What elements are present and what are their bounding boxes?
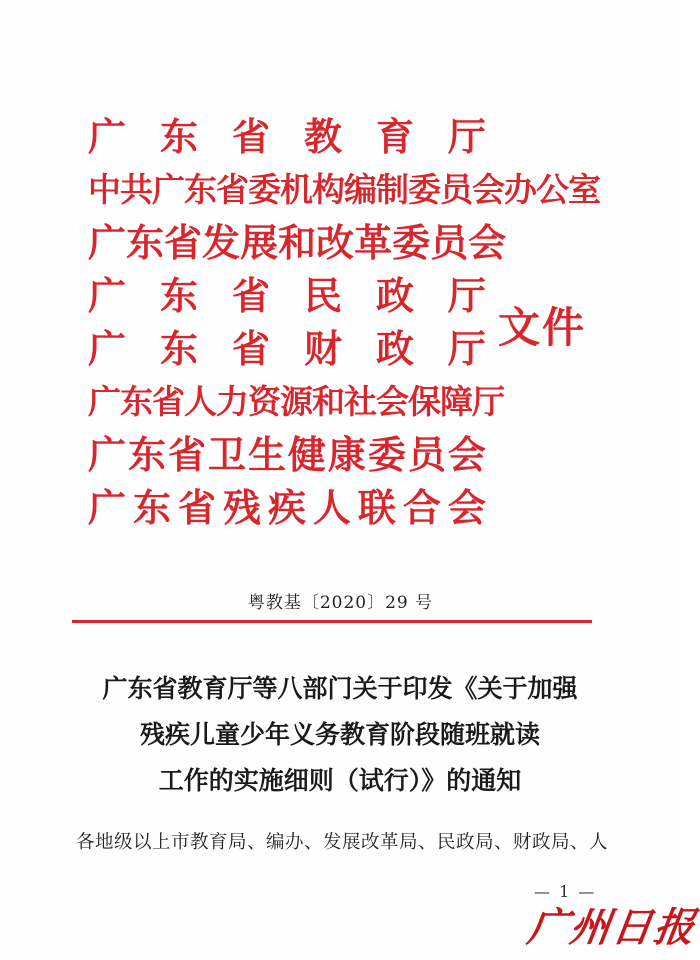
issuer-text: 省	[177, 485, 216, 530]
issuer-text: 厅	[447, 273, 486, 318]
issuer-text: 省	[164, 220, 203, 265]
issuer-text: 广	[88, 114, 127, 159]
issuer-text: 卫	[207, 432, 246, 477]
issuer-text: 政	[375, 326, 414, 371]
issuer-text: 残	[222, 485, 261, 530]
red-separator-line	[72, 620, 592, 623]
issuer-text: 东	[159, 273, 198, 318]
issuer-text: 财	[303, 326, 342, 371]
issuer-text: 育	[375, 114, 414, 159]
issuer-text: 广	[88, 326, 127, 371]
issuer-text: 广东省人力资源和社会保障厅	[88, 382, 504, 421]
issuer-text: 委	[367, 432, 406, 477]
issuer-text: 革	[354, 220, 393, 265]
document-number: 粤教基〔2020〕29 号	[247, 593, 434, 613]
issuer-text: 广	[88, 485, 127, 530]
issuer-text: 教	[303, 114, 342, 159]
title-line-2: 残疾儿童少年义务教育阶段随班就读	[139, 720, 540, 749]
issuer-text: 省	[231, 114, 270, 159]
newspaper-watermark-logo: 广州日报	[524, 904, 700, 951]
issuer-text: 东	[127, 432, 166, 477]
issuer-text: 联	[357, 485, 396, 530]
issuer-text: 厅	[447, 114, 486, 159]
issuer-text: 改	[316, 220, 355, 265]
issuer-row	[88, 375, 504, 428]
issuer-row	[88, 110, 486, 163]
title-line-3: 工作的实施细则（试行）》的通知	[158, 766, 522, 795]
issuer-text: 疾	[267, 485, 306, 530]
issuer-text: 和	[278, 220, 317, 265]
issuer-text: 会	[447, 432, 486, 477]
issuer-row	[88, 481, 486, 534]
issuer-text: 员	[430, 220, 469, 265]
issuer-text: 广	[88, 432, 127, 477]
issuer-text: 民	[303, 273, 342, 318]
issuer-text: 生	[247, 432, 286, 477]
body-first-line: 各地级以上市教育局、编办、发展改革局、民政局、财政局、人	[76, 832, 609, 853]
issuer-text: 广	[88, 220, 127, 265]
issuer-text: 省	[167, 432, 206, 477]
issuer-text: 康	[327, 432, 366, 477]
issuer-text: 政	[375, 273, 414, 318]
issuer-text: 会	[468, 220, 507, 265]
issuer-text: 发	[202, 220, 241, 265]
page-number: — 1 —	[534, 882, 597, 901]
issuer-text: 员	[407, 432, 446, 477]
document-suffix: 文件	[498, 303, 587, 352]
issuer-row	[88, 269, 486, 322]
issuer-text: 省	[231, 326, 270, 371]
issuer-text: 合	[402, 485, 441, 530]
issuer-text: 展	[240, 220, 279, 265]
issuer-text: 东	[159, 326, 198, 371]
issuer-text: 中共广东省委机构编制委员会办公室	[88, 170, 600, 209]
issuer-text: 东	[126, 220, 165, 265]
title-line-1: 广东省教育厅等八部门关于印发《关于加强	[102, 674, 578, 703]
issuer-text: 健	[287, 432, 326, 477]
issuer-text: 厅	[447, 326, 486, 371]
issuer-text: 人	[312, 485, 351, 530]
issuer-text: 广	[88, 273, 127, 318]
issuer-text: 东	[132, 485, 171, 530]
document-title	[60, 666, 620, 804]
issuer-row	[88, 163, 600, 216]
issuer-text: 委	[392, 220, 431, 265]
issuer-row	[88, 322, 486, 375]
issuer-text: 东	[159, 114, 198, 159]
issuer-row	[88, 428, 486, 481]
issuer-row	[88, 216, 507, 269]
issuer-text: 会	[447, 485, 486, 530]
issuer-text: 省	[231, 273, 270, 318]
